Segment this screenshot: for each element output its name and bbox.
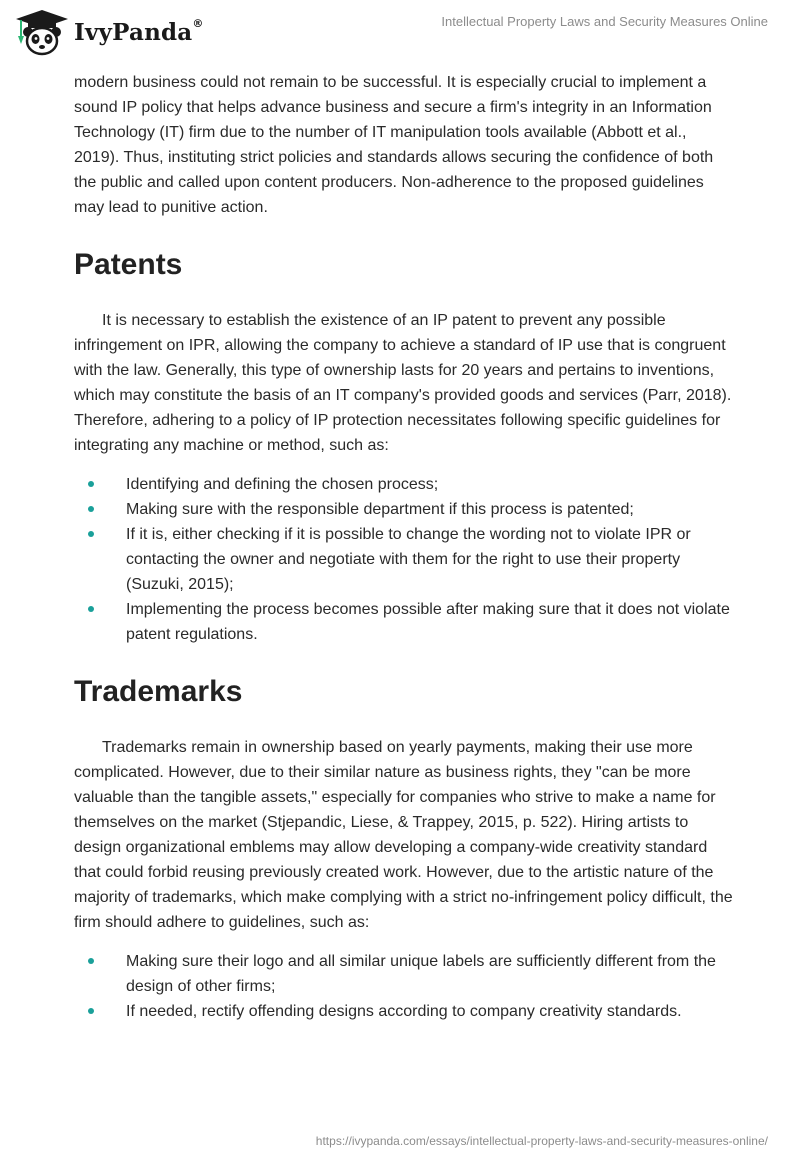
list-item: Identifying and defining the chosen process;: [74, 472, 734, 497]
document-title: Intellectual Property Laws and Security Measures Online: [441, 14, 768, 29]
section-heading-patents: Patents: [74, 248, 183, 281]
essay-body: [74, 70, 734, 1024]
bullet-dot-icon: [88, 606, 94, 612]
ivypanda-logo[interactable]: [14, 8, 204, 56]
page-header: [0, 0, 800, 60]
panda-graduate-icon: [14, 8, 70, 56]
list-item: If it is, either checking if it is possible to change the wording not to violate IPR or contacting the owner and negotiate with them for the right to use their property (Suzuki, 2015);: [74, 522, 734, 597]
trademarks-bullet-list: [74, 949, 734, 1024]
list-item: Making sure with the responsible department if this process is patented;: [74, 497, 734, 522]
bullet-dot-icon: [88, 506, 94, 512]
bullet-dot-icon: [88, 481, 94, 487]
list-item: If needed, rectify offending designs according to company creativity standards.: [74, 999, 734, 1024]
logo-wordmark: IvyPanda®: [74, 16, 204, 46]
intro-paragraph: modern business could not remain to be successful. It is especially crucial to implement a sound IP policy that helps advance business and secure a firm's integrity in an Information Technology (IT) firm due to the number of IT manipulation tools available (Abbott et al., 2019). Thus, instituting strict policies and standards allows securing the confidence of both the public and called upon content producers. Non-adherence to the proposed guidelines may lead to punitive action.: [74, 74, 714, 216]
trademarks-paragraph: Trademarks remain in ownership based on yearly payments, making their use more complicated. However, due to their similar nature as business rights, they "can be more valuable than the tangible assets," especially for companies who strive to make a name for themselves on the market (Stjepandic, Liese, & Trappey, 2015, p. 522). Hiring artists to design organizational emblems may allow developing a company-wide creativity standard that could forbid reusing previously created work. However, due to the artistic nature of the majority of trademarks, which make complying with a strict no-infringement policy difficult, the firm should adhere to guidelines, such as:: [74, 739, 733, 931]
list-item: Implementing the process becomes possible after making sure that it does not violate patent regulations.: [74, 597, 734, 647]
bullet-dot-icon: [88, 1008, 94, 1014]
source-url-link[interactable]: https://ivypanda.com/essays/intellectual-property-laws-and-security-measures-online/: [315, 1134, 768, 1148]
registered-mark: ®: [192, 16, 204, 30]
section-heading-trademarks: Trademarks: [74, 675, 243, 708]
bullet-dot-icon: [88, 531, 94, 537]
patents-bullet-list: [74, 472, 734, 647]
list-item: Making sure their logo and all similar unique labels are sufficiently different from the design of other firms;: [74, 949, 734, 999]
bullet-dot-icon: [88, 958, 94, 964]
patents-paragraph: It is necessary to establish the existence of an IP patent to prevent any possible infringement on IPR, allowing the company to achieve a standard of IP use that is congruent with the law. Generally, this type of ownership lasts for 20 years and pertains to inventions, which may constitute the basis of an IT company's provided goods and services (Parr, 2018). Therefore, adhering to a policy of IP protection necessitates following specific guidelines for integrating any machine or method, such as:: [74, 312, 732, 454]
